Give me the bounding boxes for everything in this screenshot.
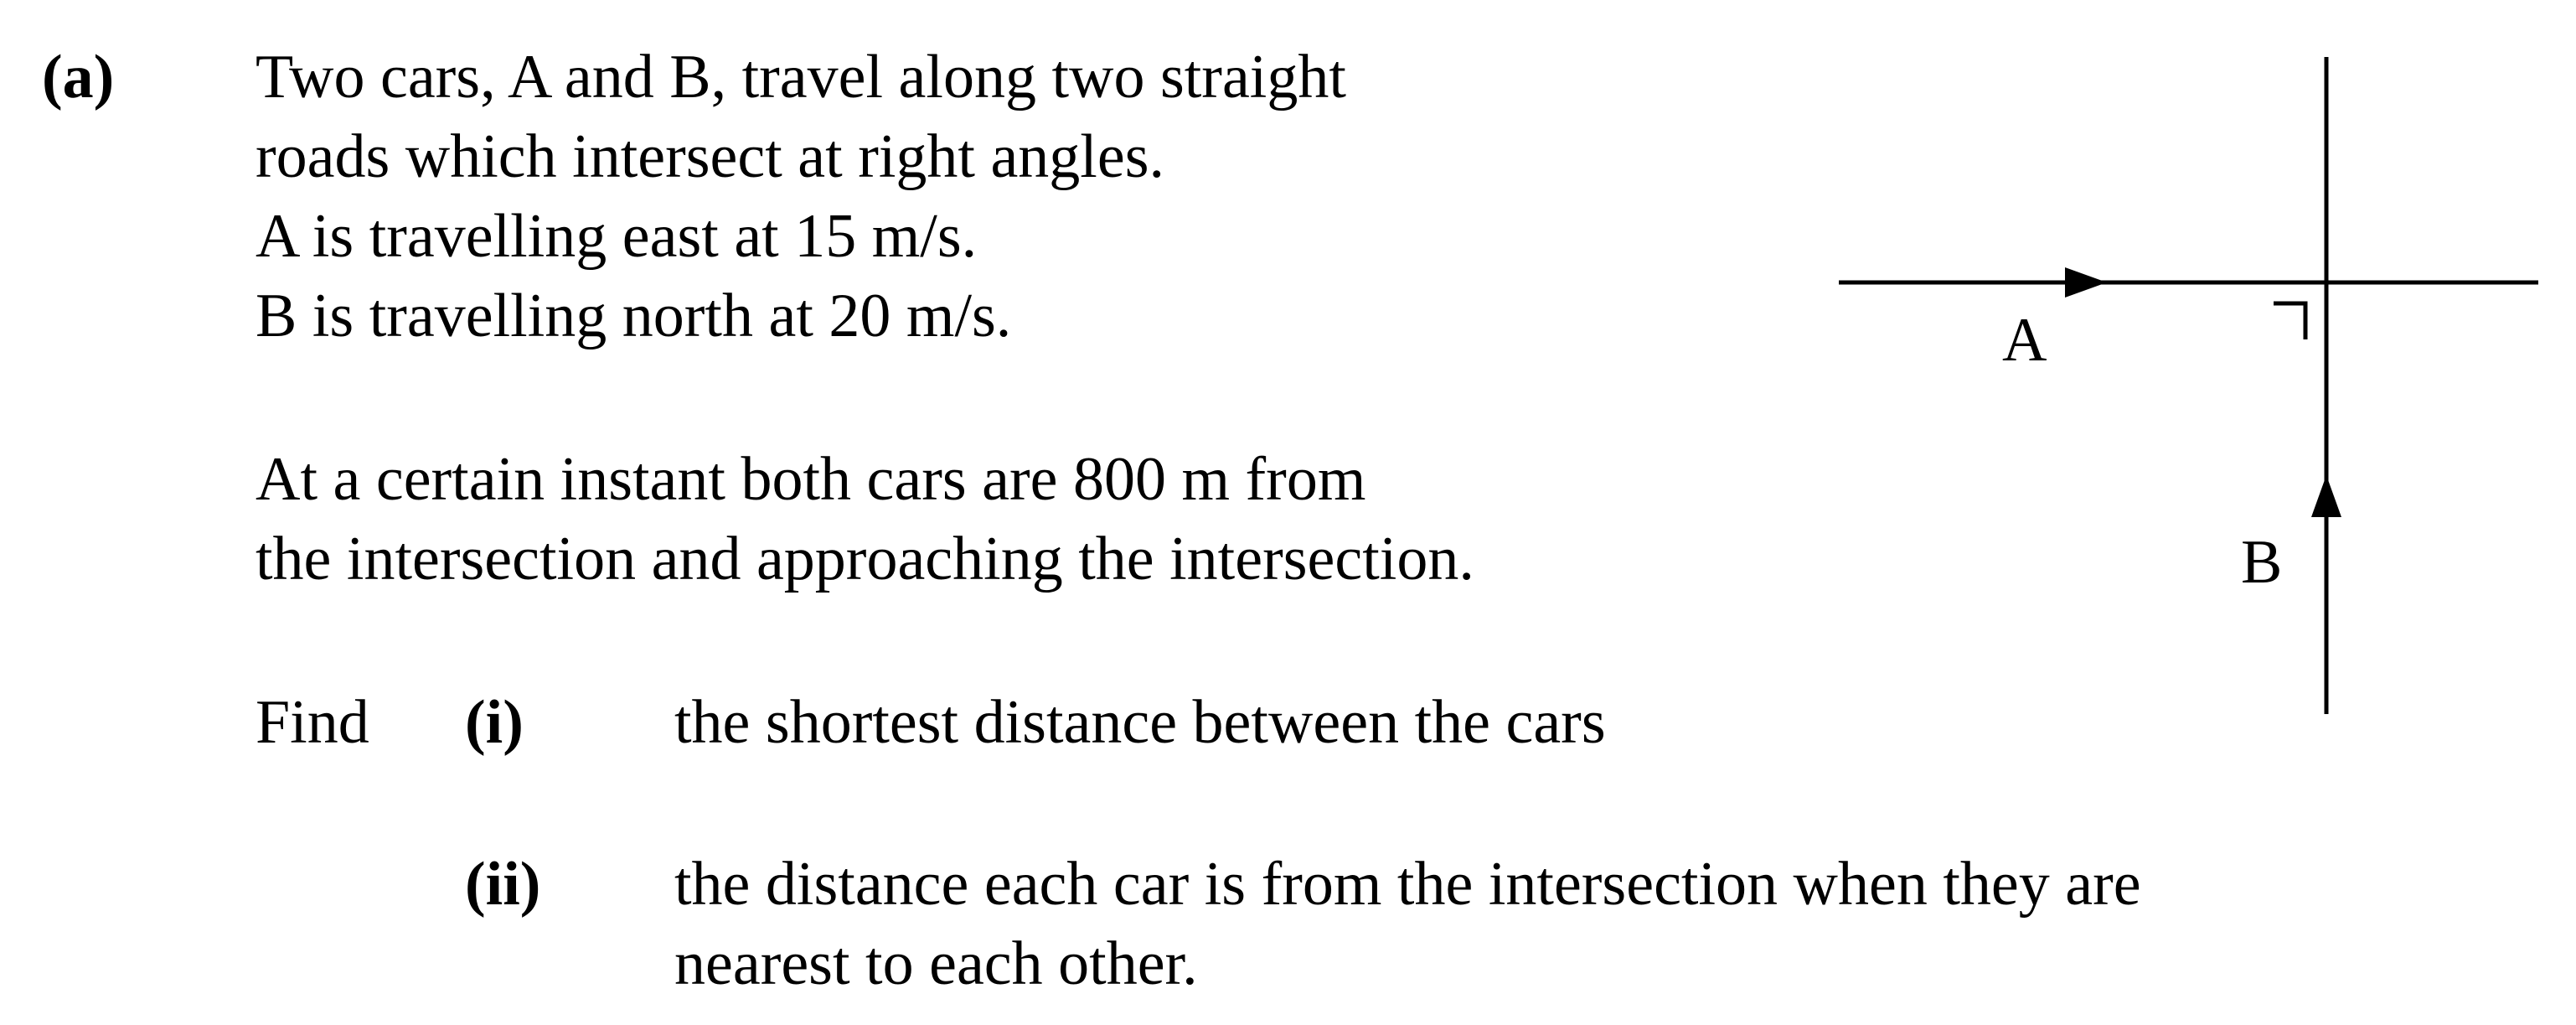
subpart-text: the distance each car is from the intersection when they are xyxy=(674,850,2141,919)
text-line: roads which intersect at right angles. xyxy=(256,122,1164,191)
text-line: B is travelling north at 20 m/s. xyxy=(256,282,1012,350)
find-label: Find xyxy=(256,688,369,757)
text-line: Two cars, A and B, travel along two straight xyxy=(256,43,1346,111)
subpart-text: the shortest distance between the cars xyxy=(674,688,1606,757)
car-a-arrow xyxy=(2065,267,2107,298)
subpart-label: (i) xyxy=(465,688,524,757)
car-b-label: B xyxy=(2241,528,2283,597)
right-angle-marker xyxy=(2274,303,2305,339)
subpart-text: nearest to each other. xyxy=(674,929,1198,998)
part-label: (a) xyxy=(42,43,115,111)
car-b-arrow xyxy=(2311,475,2341,517)
text-line: At a certain instant both cars are 800 m from xyxy=(256,445,1366,514)
text-line: the intersection and approaching the intersection. xyxy=(256,525,1474,593)
subpart-label: (ii) xyxy=(465,850,541,919)
text-line: A is travelling east at 15 m/s. xyxy=(256,202,978,271)
car-a-label: A xyxy=(2002,306,2047,375)
